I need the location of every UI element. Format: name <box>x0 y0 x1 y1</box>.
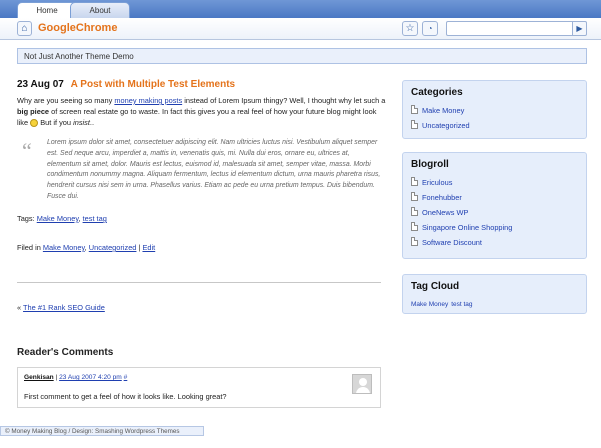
sidebar-link[interactable]: Ericulous <box>422 178 453 187</box>
sidebar-link[interactable]: OneNews WP <box>422 208 469 217</box>
quote-icon: “ <box>22 138 32 163</box>
list-item[interactable] <box>411 192 512 207</box>
intro-text-1: Why are you seeing so many <box>17 96 115 105</box>
page-icon <box>411 120 418 129</box>
sidebar-link[interactable]: Make Money <box>422 106 465 115</box>
tag-cloud-link[interactable]: Make Money <box>411 301 449 308</box>
quote-text: Lorem ipsum dolor sit amet, consectetuer adipiscing elit. Nam ultricies luctus nisi. Vestibulum aliquet semper est. Sed neque arcu, imperdiet a, mattis in, venenatis quis, mi. Nulla dui eros, ornare eu, ultrices at, elementum sit amet, dolor. Mauris est lectus, euismod id, malesuada sit amet, semper vitae, massa. Morbi condimentum nonummy magna. Aliquam fermentum, lectus id elementum dictum, urna mauris pharetra risus, hendrerit cursus nisi sem in urna. Phasellus varius. Etiam ac pede eu urna pretium tempus. Duis bibendum. Fusce dui. <box>47 139 381 200</box>
tab-bar <box>0 0 601 18</box>
filed-label: Filed in <box>17 243 43 252</box>
search-go-icon[interactable]: ▶ <box>572 21 587 36</box>
sidebar-link[interactable]: Singapore Online Shopping <box>422 223 513 232</box>
page-icon <box>411 207 418 216</box>
smiley-icon <box>30 119 38 127</box>
comment-permalink[interactable]: # <box>123 374 128 381</box>
list-item[interactable] <box>411 237 512 252</box>
previous-post-link[interactable]: The #1 Rank SEO Guide <box>23 303 105 312</box>
avatar <box>352 374 372 394</box>
comment-meta: Genkisan | 23 Aug 2007 4:20 pm # <box>24 374 128 381</box>
page-icon <box>411 177 418 186</box>
tag-cloud-widget <box>402 274 587 314</box>
blogroll-title: Blogroll <box>411 159 449 170</box>
sidebar-link[interactable]: Fonehubber <box>422 193 462 202</box>
page-icon <box>411 222 418 231</box>
tag-link-test-tag[interactable]: test tag <box>82 214 107 223</box>
tag-cloud-title: Tag Cloud <box>411 281 460 292</box>
comments-title: Reader's Comments <box>17 347 114 358</box>
comment-item <box>17 367 381 408</box>
search-input[interactable] <box>446 21 573 36</box>
post-date: 23 Aug 07 <box>17 79 64 90</box>
category-link-uncategorized[interactable]: Uncategorized <box>88 243 137 252</box>
toolbar <box>0 18 601 40</box>
comment-text: First comment to get a feel of how it looks like. Looking great? <box>24 392 227 401</box>
intro-text-4: But if you <box>38 118 74 127</box>
site-tagline: Not Just Another Theme Demo <box>17 48 587 64</box>
list-item[interactable] <box>411 207 512 222</box>
list-item[interactable] <box>411 105 470 120</box>
edit-link[interactable]: Edit <box>142 243 156 252</box>
post-title <box>17 79 235 90</box>
previous-post-nav <box>17 303 105 312</box>
categories-widget <box>402 80 587 139</box>
page-icon <box>411 237 418 246</box>
category-link-make-money[interactable]: Make Money <box>42 243 85 252</box>
footer: © Money Making Blog / Design: Smashing Wordpress Themes <box>0 426 204 436</box>
intro-text-5: .. <box>89 118 95 127</box>
tab-about[interactable]: About <box>70 2 130 18</box>
prev-arrow: « <box>17 303 22 312</box>
comment-date[interactable]: 23 Aug 2007 4:20 pm <box>59 374 122 381</box>
intro-text-2: instead of Lorem Ipsum thingy? Well, I thought why let such a <box>182 96 386 105</box>
star-icon[interactable]: ☆ <box>402 21 418 36</box>
post-intro <box>17 95 387 128</box>
intro-bold: big piece <box>17 107 50 116</box>
sidebar-link[interactable]: Software Discount <box>422 238 482 247</box>
categories-title: Categories <box>411 87 463 98</box>
page-icon <box>411 192 418 201</box>
divider <box>17 282 381 283</box>
post-title-link[interactable]: A Post with Multiple Test Elements <box>70 79 236 90</box>
intro-italic: insist <box>73 118 90 127</box>
tags-label: Tags: <box>17 214 37 223</box>
list-item[interactable] <box>411 222 512 237</box>
post-filed-in: Filed in Make Money, Uncategorized | Edit <box>17 243 156 252</box>
tab-home[interactable]: Home <box>17 2 77 18</box>
list-item[interactable] <box>411 120 470 135</box>
blogroll-list <box>411 177 512 252</box>
page-icon <box>411 105 418 114</box>
comment-author[interactable]: Genkisan <box>24 374 54 381</box>
tag-cloud <box>411 301 476 308</box>
sidebar-link[interactable]: Uncategorized <box>422 121 470 130</box>
tag-cloud-link[interactable]: test tag <box>451 301 473 308</box>
rss-icon[interactable]: ◔ <box>422 21 438 36</box>
site-brand[interactable]: GoogleChrome <box>38 22 118 34</box>
list-item[interactable] <box>411 177 512 192</box>
home-icon[interactable]: ⌂ <box>17 21 32 36</box>
intro-text-3: of screen real estate go to waste. In fact this gives you a real feel of how your future blog might look like <box>17 107 377 127</box>
post-tags: Tags: Make Money, test tag <box>17 214 107 223</box>
blogroll-widget <box>402 152 587 259</box>
categories-list <box>411 105 470 135</box>
money-making-posts-link[interactable]: money making posts <box>114 96 183 105</box>
tag-link-make-money[interactable]: Make Money <box>36 214 79 223</box>
